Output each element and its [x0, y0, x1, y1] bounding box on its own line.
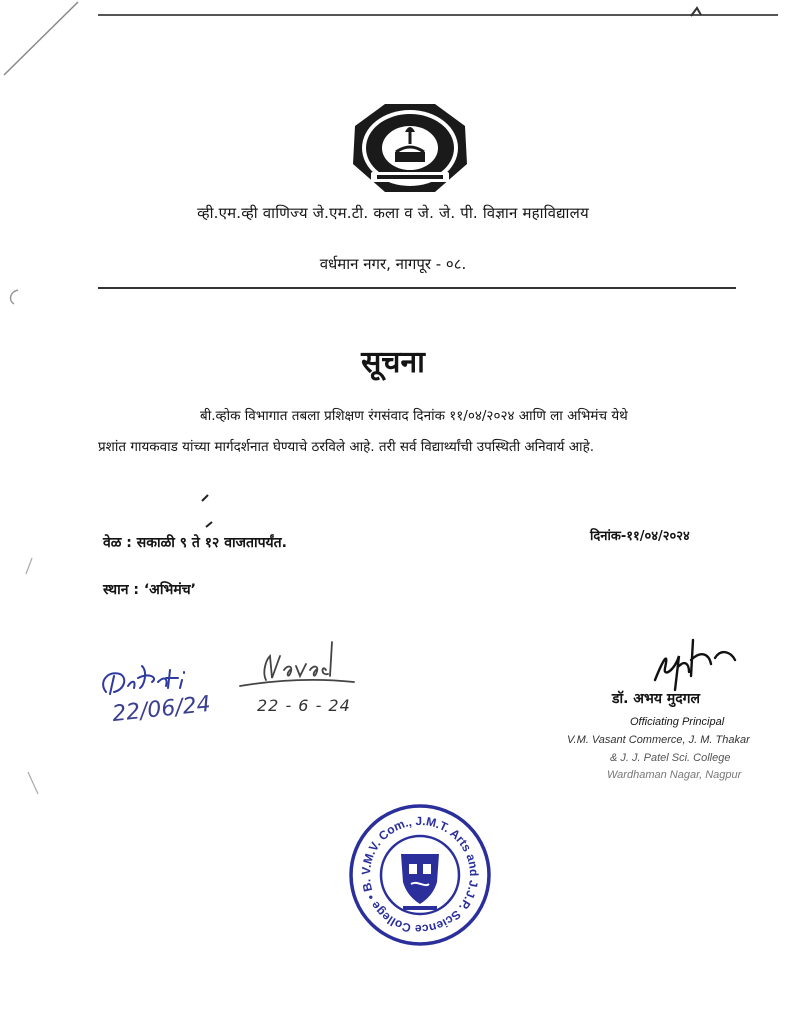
header-divider — [98, 287, 736, 289]
event-place: स्थान : ‘अभिमंच’ — [103, 582, 196, 598]
signatory-role: Officiating Principal — [630, 716, 725, 728]
handwritten-signature-navad — [236, 630, 356, 696]
handwritten-date-left: 22/06/24 — [110, 691, 212, 728]
college-address: वर्धमान नगर, नागपूर - ०८. — [319, 255, 467, 273]
college-logo — [349, 102, 471, 198]
signatory-institution-line-1: V.M. Vasant Commerce, J. M. Thakar — [567, 734, 750, 746]
notice-date: दिनांक-११/०४/२०२४ — [590, 529, 690, 544]
signatory-name: डॉ. अभय मुदगल — [612, 691, 701, 707]
stray-mark — [200, 488, 210, 507]
stamp-text: V.M.V. Com., J.M.T. Arts and J.J.P. Science College • B. — [358, 813, 482, 937]
notice-title: सूचना — [361, 345, 425, 380]
margin-mark — [4, 286, 24, 310]
handwritten-date-right: 22 - 6 - 24 — [257, 696, 351, 715]
signatory-institution-line-3: Wardhaman Nagar, Nagpur — [607, 769, 742, 781]
signatory-institution-line-2: & J. J. Patel Sci. College — [610, 752, 731, 764]
event-time: वेळ : सकाळी ९ ते १२ वाजतापर्यंत. — [103, 535, 287, 551]
scan-artifact-top — [98, 14, 778, 16]
stray-mark — [204, 514, 214, 533]
notice-body-line-1: बी.व्होक विभागात तबला प्रशिक्षण रंगसंवाद दिनांक ११/०४/२०२४ आणि ला अभिमंच येथे — [200, 408, 628, 424]
college-name: व्ही.एम.व्ही वाणिज्य जे.एम.टी. कला व जे. जे. पी. विज्ञान महाविद्यालय — [197, 204, 589, 222]
scan-artifact-diagonal — [0, 0, 90, 84]
margin-mark — [26, 770, 40, 800]
principal-signature — [645, 630, 745, 698]
notice-body-line-2: प्रशांत गायकवाड यांच्या मार्गदर्शनात घेण्याचे ठरविले आहे. तरी सर्व विद्यार्थ्यांची उपस्थिती अनिवार्य आहे. — [98, 439, 595, 455]
college-stamp — [347, 802, 493, 952]
scan-artifact-corner-mark — [688, 4, 708, 23]
margin-mark — [22, 556, 36, 580]
